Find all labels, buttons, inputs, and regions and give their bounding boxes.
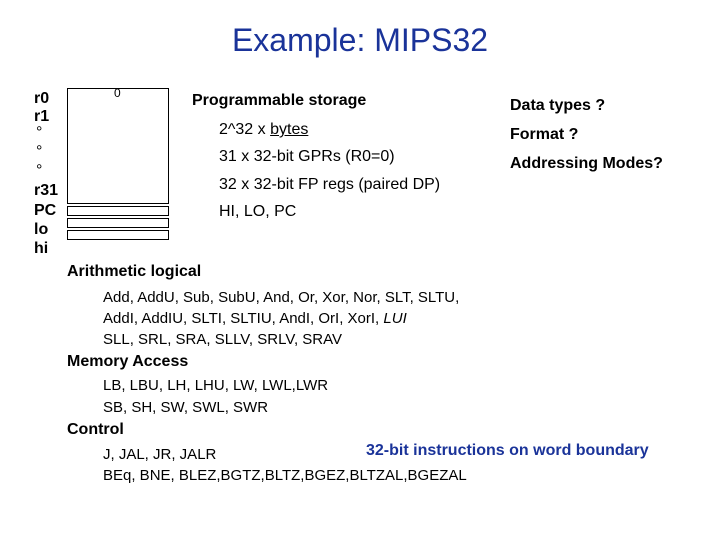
register-label-r0: r0 — [34, 90, 50, 107]
register-cell-lo — [67, 218, 169, 228]
instruction-note: 32-bit instructions on word boundary — [366, 442, 649, 459]
memory-heading: Memory Access — [67, 353, 189, 370]
arithmetic-line-3: SLL, SRL, SRA, SLLV, SRLV, SRAV — [103, 331, 343, 348]
question-addressing-modes: Addressing Modes? — [510, 155, 663, 172]
memory-line-2: SB, SH, SW, SWL, SWR — [103, 399, 269, 416]
arithmetic-heading: Arithmetic logical — [67, 263, 202, 280]
register-zero-mark: 0 — [114, 86, 121, 100]
control-line-2: BEq, BNE, BLEZ,BGTZ,BLTZ,BGEZ,BLTZAL,BGEZAL — [103, 467, 467, 484]
register-cell-hi — [67, 230, 169, 240]
storage-line-fp-regs: 32 x 32-bit FP regs (paired DP) — [219, 176, 441, 193]
page-title: Example: MIPS32 — [231, 22, 489, 58]
control-heading: Control — [67, 421, 124, 438]
question-format: Format ? — [510, 126, 579, 143]
storage-line-gprs: 31 x 32-bit GPRs (R0=0) — [219, 148, 395, 165]
register-label-lo: lo — [34, 221, 49, 238]
register-label-r1: r1 — [34, 108, 50, 125]
arithmetic-lui: LUI — [383, 310, 407, 327]
arithmetic-line-2-text: AddI, AddIU, SLTI, SLTIU, AndI, OrI, XorI, — [103, 310, 384, 327]
register-label-hi: hi — [34, 240, 49, 257]
storage-heading: Programmable storage — [192, 92, 367, 109]
ellipsis-dot: ° — [36, 143, 43, 160]
register-cell-pc — [67, 206, 169, 216]
ellipsis-dot: ° — [36, 162, 43, 179]
ellipsis-dot: ° — [36, 124, 43, 141]
storage-line-bytes — [219, 121, 308, 139]
storage-line-special-regs: HI, LO, PC — [219, 203, 297, 220]
register-label-r31: r31 — [34, 182, 59, 199]
control-line-1: J, JAL, JR, JALR — [103, 446, 217, 463]
arithmetic-line-1: Add, AddU, Sub, SubU, And, Or, Xor, Nor, SLT, SLTU, — [103, 289, 460, 306]
register-file-box — [67, 88, 169, 204]
question-data-types: Data types ? — [510, 97, 606, 114]
arithmetic-line-2 — [103, 310, 407, 327]
storage-bytes-word: bytes — [270, 121, 309, 138]
storage-bytes-prefix: 2^32 x — [219, 121, 271, 138]
register-label-pc: PC — [34, 202, 57, 219]
memory-line-1: LB, LBU, LH, LHU, LW, LWL,LWR — [103, 377, 329, 394]
